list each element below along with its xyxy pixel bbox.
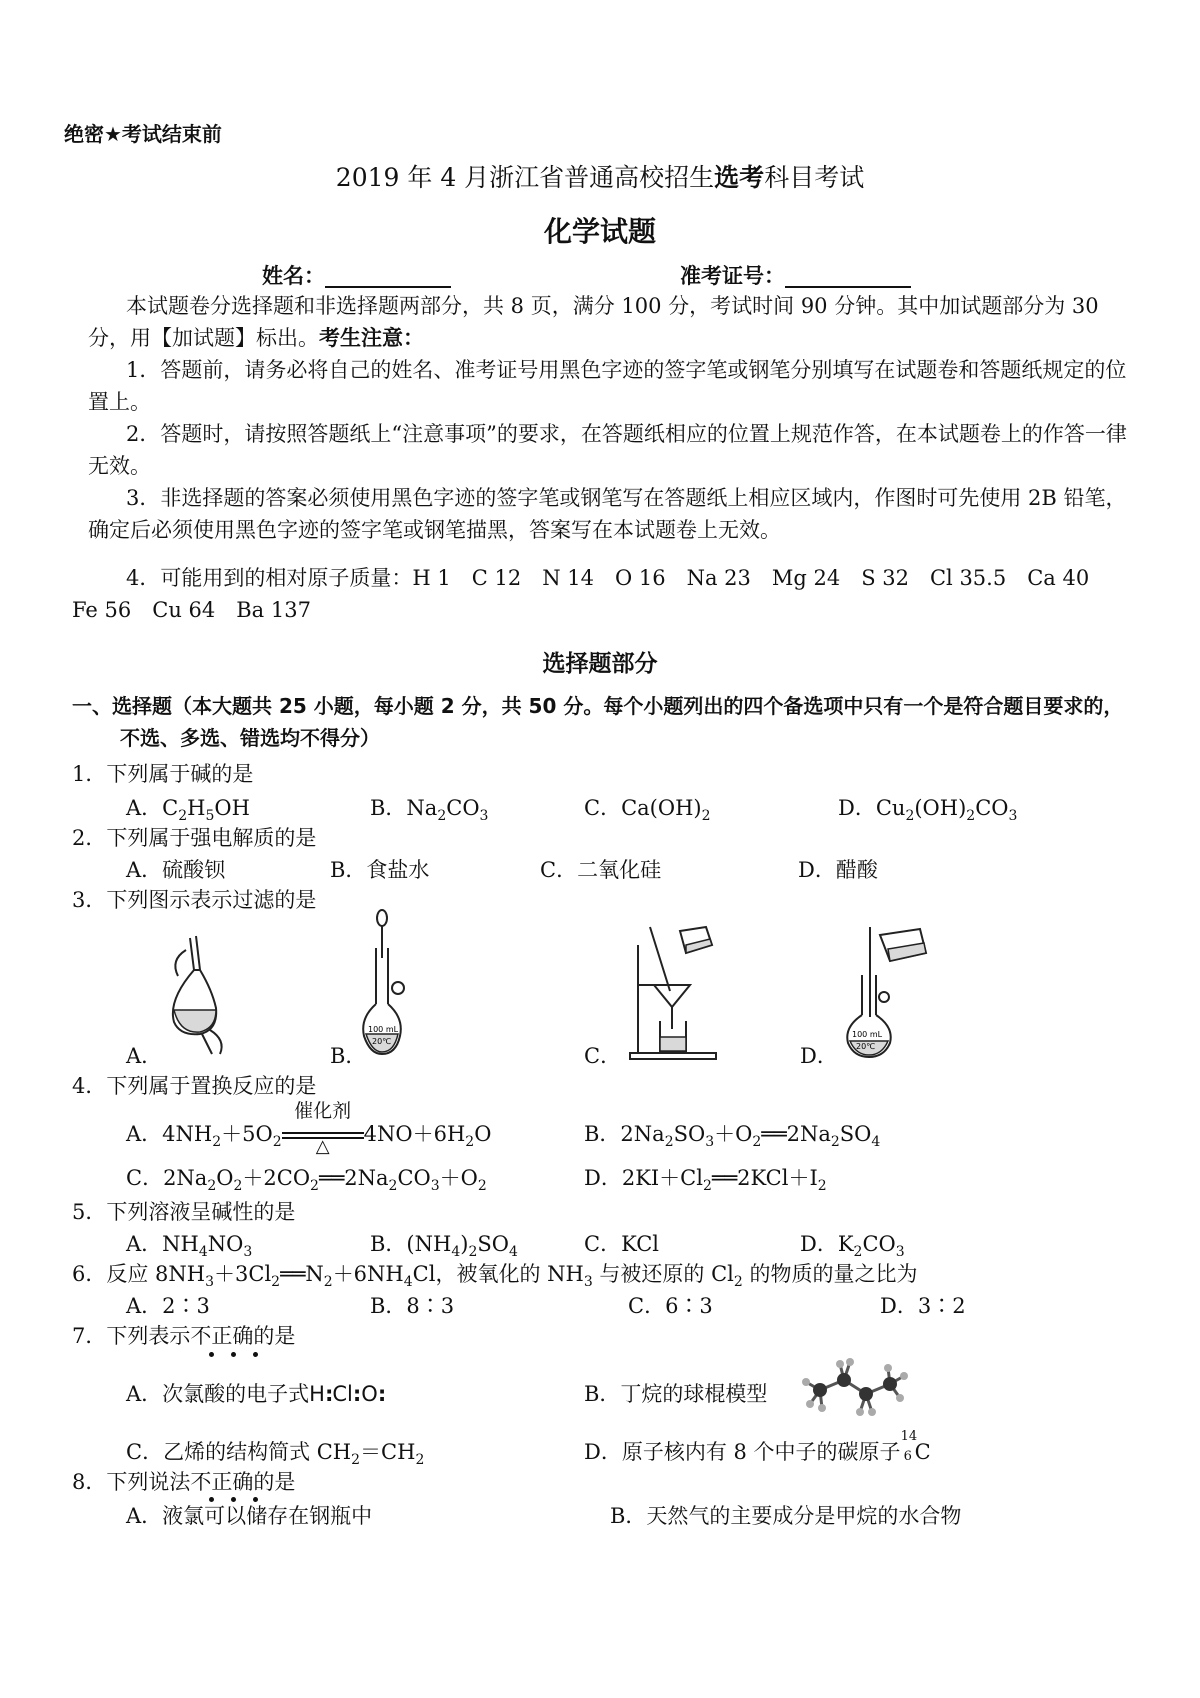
q3-option-d[interactable]: D． [800, 1044, 838, 1068]
q5-option-a[interactable]: A．$NH_4NO_3$ [126, 1232, 253, 1261]
note-2: 2．答题时，请按照答题纸上“注意事项”的要求，在答题纸相应的位置上规范作答，在本试题卷上的作答一律无效。 [88, 422, 1127, 478]
q5-stem: 5．下列溶液呈碱性的是 [72, 1200, 296, 1224]
q5-option-c[interactable]: C．KCl [584, 1232, 659, 1256]
q1-option-a[interactable]: A．$C_2H_5OH$ [126, 796, 250, 825]
q8-stem: 8．下列说法不正确的是 [72, 1470, 296, 1494]
q4-stem: 4．下列属于置换反应的是 [72, 1074, 317, 1098]
note-3: 3．非选择题的答案必须使用黑色字迹的签字笔或钢笔写在答题纸上相应区域内，作图时可先使用 2B 铅笔，确定后必须使用黑色字迹的签字笔或钢笔描黑，答案写在本试题卷上无效。 [88, 486, 1127, 542]
section-heading: 一、选择题（本大题共 25 小题，每小题 2 分，共 50 分。每个小题列出的四个备选项中只有一个是符合题目要求的，不选、多选、错选均不得分） [72, 694, 1124, 750]
svg-text:20℃: 20℃ [372, 1037, 392, 1046]
q3-option-c[interactable]: C． [584, 1044, 622, 1068]
q8-option-a[interactable]: A．液氯可以储存在钢瓶中 [126, 1504, 373, 1528]
separatory-funnel-shaking-icon [160, 930, 240, 1060]
note-4-continued: Fe 56 Cu 64 Ba 137 [72, 598, 311, 622]
q5-option-d[interactable]: D．$K_2CO_3$ [800, 1232, 905, 1261]
q7-option-c[interactable]: C．乙烯的结构简式 $CH_2=CH_2$ [126, 1440, 425, 1469]
q5-option-b[interactable]: B．$(NH_4)_2SO_4$ [370, 1232, 518, 1261]
pouring-into-flask-icon [840, 925, 930, 1060]
q2-option-b[interactable]: B．食盐水 [330, 858, 430, 882]
q7-option-d[interactable]: D．原子核内有 8 个中子的碳原子 14 6 C [584, 1429, 931, 1464]
q3-option-b[interactable]: B． [330, 1044, 367, 1068]
svg-text:100 mL: 100 mL [368, 1025, 399, 1034]
q7-option-a[interactable]: A．次氯酸的电子式H:Cl:O: [126, 1382, 387, 1406]
intro-paragraph: 本试题卷分选择题和非选择题两部分，共 8 页，满分 100 分，考试时间 90 分钟。其中加试题部分为 30 分，用【加试题】标出。考生注意： [88, 294, 1099, 350]
section-title: 选择题部分 [542, 651, 658, 677]
svg-text:100 mL: 100 mL [852, 1030, 883, 1039]
q6-stem: 6．反应 $8NH_3+3Cl_2══N_2+6NH_4Cl$，被氧化的 $NH_3$ 与被还原的 $Cl_2$ 的物质的量之比为 [72, 1262, 918, 1291]
name-field[interactable]: 姓名：____________ [262, 264, 451, 288]
q2-option-d[interactable]: D．醋酸 [798, 858, 878, 882]
q4-option-d[interactable]: D．$2KI+Cl_2══2KCl+I_2$ [584, 1166, 827, 1195]
q4-option-c[interactable]: C．$2Na_2O_2+2CO_2══2Na_2CO_3+O_2$ [126, 1166, 487, 1195]
exam-title: 2019 年 4 月浙江省普通高校招生选考科目考试 [335, 163, 865, 192]
svg-text:20℃: 20℃ [856, 1042, 876, 1051]
q2-option-c[interactable]: C．二氧化硅 [540, 858, 662, 882]
q1-option-c[interactable]: C．$Ca(OH)_2$ [584, 796, 711, 825]
q3-stem: 3．下列图示表示过滤的是 [72, 888, 317, 912]
q7-option-b[interactable]: B．丁烷的球棍模型 [584, 1382, 768, 1406]
emphasis-dot [253, 1352, 258, 1357]
q2-option-a[interactable]: A．硫酸钡 [126, 858, 226, 882]
hclo-electron-formula: H:Cl:O: [309, 1382, 387, 1406]
q1-option-d[interactable]: D．$Cu_2(OH)_2CO_3$ [838, 796, 1018, 825]
reaction-condition-arrow: 催化剂 △ [282, 1126, 364, 1146]
q1-stem: 1．下列属于碱的是 [72, 762, 254, 786]
q2-stem: 2．下列属于强电解质的是 [72, 826, 317, 850]
note-1: 1．答题前，请务必将自己的姓名、准考证号用黑色字迹的签字笔或钢笔分别填写在试题卷和答题纸规定的位置上。 [88, 358, 1127, 414]
q6-option-b[interactable]: B．8∶3 [370, 1294, 455, 1318]
butane-ball-stick-model-icon [800, 1352, 910, 1422]
volumetric-flask-dropper-icon [360, 908, 420, 1058]
q4-option-b[interactable]: B．$2Na_2SO_3+O_2══2Na_2SO_4$ [584, 1122, 881, 1151]
q4-option-a[interactable]: A．$4NH_2+5O_2$ 催化剂 △ $4NO+6H_2O$ [126, 1099, 492, 1157]
q3-option-a[interactable]: A． [126, 1044, 163, 1068]
filtration-apparatus-icon [620, 925, 730, 1065]
q6-option-a[interactable]: A．2∶3 [126, 1294, 210, 1318]
candidate-id-field[interactable]: 准考证号：____________ [680, 264, 911, 288]
emphasis-dot [209, 1352, 214, 1357]
emphasis-dot [231, 1352, 236, 1357]
q8-option-b[interactable]: B．天然气的主要成分是甲烷的水合物 [610, 1504, 962, 1528]
q7-stem: 7．下列表示不正确的是 [72, 1324, 296, 1348]
q6-option-d[interactable]: D．3∶2 [880, 1294, 966, 1318]
q1-option-b[interactable]: B．$Na_2CO_3$ [370, 796, 489, 825]
confidential-mark: 绝密★考试结束前 [64, 122, 222, 146]
q6-option-c[interactable]: C．6∶3 [628, 1294, 713, 1318]
subject-title: 化学试题 [543, 215, 656, 248]
note-4: 4．可能用到的相对原子质量：H 1 C 12 N 14 O 16 Na 23 Mg 24 S 32 Cl 35.5 Ca 40 [126, 566, 1090, 590]
